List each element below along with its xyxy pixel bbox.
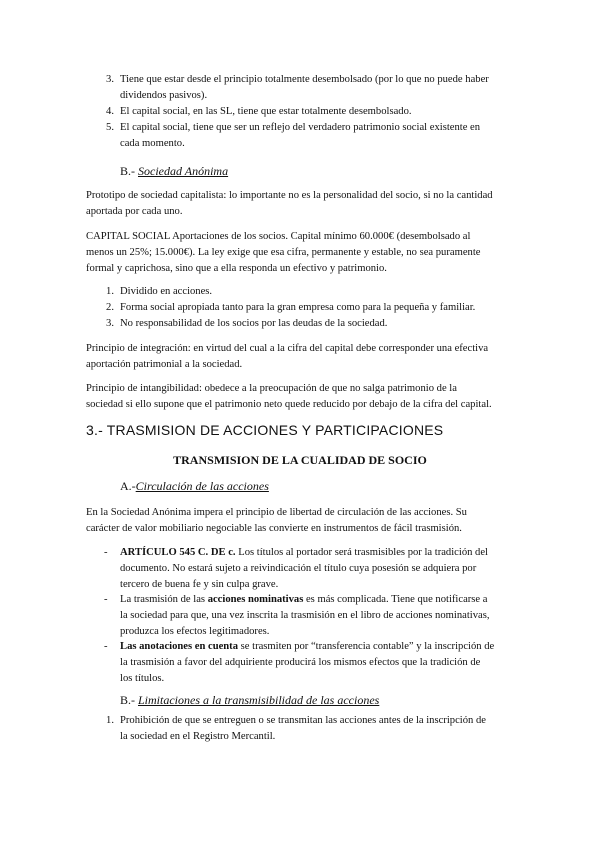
list-text: Forma social apropiada tanto para la gran empresa como para la pequeña y familiar. [120, 302, 476, 313]
paragraph-line: aportada por cada uno. [86, 206, 183, 217]
paragraph-prototipo [86, 188, 526, 220]
bullet-text: se trasmiten por “transferencia contable” y la inscripción de [238, 641, 495, 652]
subheading-limitaciones [120, 692, 379, 708]
paragraph-line: Principio de intangibilidad: obedece a la preocupación de que no salga patrimonio de la [86, 383, 457, 394]
bullet-dash: - [104, 641, 108, 652]
bullet-line: la trasmisión a favor del adquiriente producirá los mismos efectos que la tradición de [120, 657, 481, 668]
subheading-prefix: B.- [120, 693, 138, 707]
list-number: 5. [106, 122, 114, 133]
list-text: El capital social, tiene que ser un reflejo del verdadero patrimonio social existente en [120, 122, 481, 133]
subheading-prefix: A.- [120, 479, 136, 493]
list-text: dividendos pasivos). [120, 90, 208, 101]
paragraph-line: Principio de integración: en virtud del cual a la cifra del capital debe corresponder una efectiva [86, 343, 489, 354]
paragraph-line: Prototipo de sociedad capitalista: lo importante no es la personalidad del socio, si no la cantidad [86, 190, 493, 201]
list-number: 3. [106, 318, 114, 329]
bullet-text: es más complicada. Tiene que notificarse a [303, 594, 488, 605]
bullet-line: produzca los efectos legitimadores. [120, 626, 270, 637]
paragraph-line: CAPITAL SOCIAL Aportaciones de los socios. Capital mínimo 60.000€ (desembolsado al [86, 231, 471, 242]
bullet-line [120, 639, 494, 655]
paragraph-line: formal y caprichosa, sino que a ella responda un efectivo y patrimonio. [86, 263, 387, 274]
bullet-line: tercero de buena fe y sin culpa grave. [120, 579, 279, 590]
subheading-title: Limitaciones a la transmisibilidad de las acciones [138, 693, 380, 707]
subheading-circulacion [120, 478, 269, 494]
list-text: Prohibición de que se entreguen o se transmitan las acciones antes de la inscripción de [120, 715, 486, 726]
bullet-line [120, 545, 488, 561]
paragraph-line: menos un 25%; 15.000€). La ley exige que esa cifra, permanente y estable, no sea puramente [86, 247, 481, 258]
subheading-title: Circulación de las acciones [135, 479, 269, 493]
bullet-line: documento. No estará sujeto a reivindicación el título cuya posesión se adquiera por [120, 563, 477, 574]
paragraph-line: En la Sociedad Anónima impera el principio de libertad de circulación de las acciones. Su [86, 507, 467, 518]
list-text: cada momento. [120, 138, 185, 149]
list-text: la sociedad en el Registro Mercantil. [120, 731, 276, 742]
paragraph-line: carácter de valor mobiliario negociable las convierte en instrumentos de fácil trasmisión. [86, 523, 462, 534]
paragraph-line: aportación patrimonial a la sociedad. [86, 359, 243, 370]
bullet-line: los títulos. [120, 673, 165, 684]
paragraph-capital-social [86, 229, 526, 277]
list-number: 4. [106, 106, 114, 117]
section-heading: 3.- TRASMISION DE ACCIONES Y PARTICIPACIONES [86, 422, 444, 438]
bullet-bold: Las anotaciones en cuenta [120, 641, 239, 652]
bullet-text: Los títulos al portador será trasmisibles por la tradición del [235, 547, 489, 558]
bullet-bold: acciones nominativas [207, 594, 304, 605]
paragraph-line: sociedad si ello supone que el patrimonio neto quede reducido por debajo de la cifra del capital. [86, 399, 492, 410]
paragraph-integracion [86, 341, 526, 373]
list-text: No responsabilidad de los socios por las deudas de la sociedad. [120, 318, 388, 329]
list-text: El capital social, en las SL, tiene que estar totalmente desembolsado. [120, 106, 412, 117]
bullet-bold: ARTÍCULO 545 C. DE c. [120, 547, 236, 558]
list-number: 2. [106, 302, 114, 313]
bullet-text: La trasmisión de las [120, 594, 208, 605]
bullet-line [120, 592, 488, 608]
subheading-sociedad-anonima [120, 163, 228, 179]
paragraph-intangibilidad [86, 381, 526, 413]
list-number: 1. [106, 715, 114, 726]
centered-title: TRANSMISION DE LA CUALIDAD DE SOCIO [173, 453, 427, 467]
list-number: 1. [106, 286, 114, 297]
list-number: 3. [106, 74, 114, 85]
subheading-title: Sociedad Anónima [138, 164, 229, 178]
subheading-prefix: B.- [120, 164, 138, 178]
bullet-line: la sociedad para que, una vez inscrita la trasmisión en el libro de acciones nominativas, [120, 610, 490, 621]
bullet-dash: - [104, 547, 108, 558]
list-text: Dividido en acciones. [120, 286, 213, 297]
bullet-dash: - [104, 594, 108, 605]
list-text: Tiene que estar desde el principio totalmente desembolsado (por lo que no puede haber [120, 74, 489, 85]
paragraph-circulacion [86, 505, 526, 537]
